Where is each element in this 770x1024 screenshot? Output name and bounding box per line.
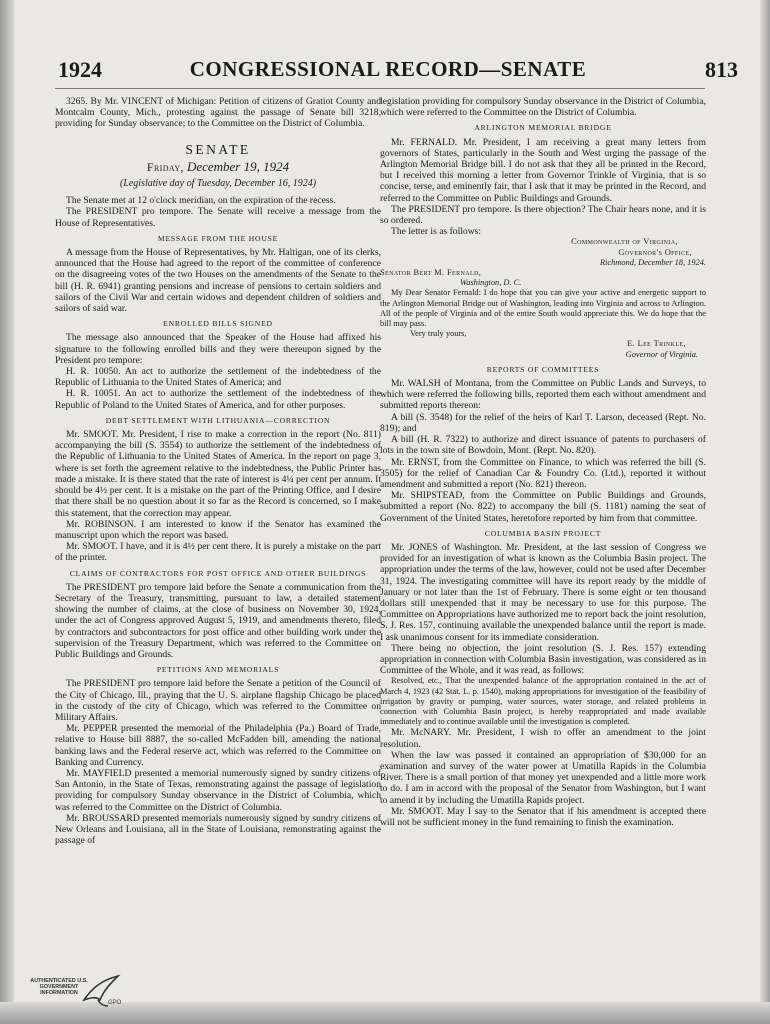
eagle-icon: [78, 970, 122, 1014]
letter-heading-1: Commonwealth of Virginia,: [571, 237, 678, 247]
smoot-correction: Mr. SMOOT. Mr. President, I rise to make a correction in the report (No. 811) accompanying the bill (S. 3554) to authorize the settlement of the indebtedness of the Republic of Lithuania to the United States of America. In the report on page 3, where is set forth the agreement relative to the indebtedness, the Public Printer has made a mistake. It is there stated that the rate of interest is 4¼ per cent per annum. It should be 4½ per cent. It is a mistake on the part of the Printing Office, and I desire that there shall be no question about it so far as the Record is concerned, so I make this statement, that the correction may appear.: [55, 429, 381, 519]
date-italic: December 19, 1924: [186, 158, 290, 174]
letter-date: Richmond, December 18, 1924.: [599, 257, 706, 267]
scan-edge-right: [760, 0, 770, 1024]
right-column: [380, 96, 706, 828]
letter-close: Very truly yours,: [410, 329, 467, 339]
shipstead-report: Mr. SHIPSTEAD, from the Committee on Public Buildings and Grounds, submitted a report (No. 822) to accompany the bill (S. 1181) naming the seat of Government of the United States, heretofore reported by him from that committee.: [380, 490, 706, 524]
gpo-seal-text: AUTHENTICATED U.S. GOVERNMENT INFORMATION: [30, 978, 88, 996]
heading-debt-settlement: DEBT SETTLEMENT WITH LITHUANIA—CORRECTION: [105, 415, 331, 425]
letter-signature-title: Governor of Virginia.: [625, 349, 698, 359]
mcnary-amendment: Mr. McNARY. Mr. President, I wish to offer an amendment to the joint resolution.: [380, 727, 706, 750]
mcnary-explanation: When the law was passed it contained an appropriation of $30,000 for an examination and survey of the water power at Umatilla Rapids in the Columbia River. There is a small portion of that money yet unexpended and a little more work to do. I am in accord with the proposal of the Senator from Washington, but I want to amend it by including the Umatilla Rapids project.: [380, 749, 706, 806]
gpo-label: GPO: [108, 1000, 122, 1006]
heading-enrolled-bills: ENROLLED BILLS SIGNED: [163, 319, 273, 329]
heading-arlington-bridge: ARLINGTON MEMORIAL BRIDGE: [474, 123, 612, 133]
senate-title: SENATE: [185, 141, 251, 157]
smoot-reply: Mr. SMOOT. I have, and it is 4½ per cent there. It is purely a mistake on the part of the printer.: [55, 541, 381, 564]
letter-addressee-city: Washington, D. C.: [460, 278, 522, 288]
pepper-memorial: Mr. PEPPER presented the memorial of the Philadelphia (Pa.) Board of Trade, relative to House bill 8887, the so-called McFadden bill, amending the national banking laws and the Federal reserve act, which was referred to the Committee on Banking and Currency.: [55, 723, 381, 768]
fernald-statement: Mr. FERNALD. Mr. President, I am receiving a great many letters from governors of States, particularly in the South and West urging the passage of the Arlington Memorial Bridge bill. I do not ask that they all be printed in the Record, but I received this morning a letter from Governor Trinkle of Virginia, that is so concise, terse, and eminently fair, that I ask that it may be printed in the Record, and referred to the Committee on Public Buildings and Grounds.: [380, 136, 706, 204]
page-header: [38, 57, 738, 83]
bill-hr7322: A bill (H. R. 7322) to authorize and direct issuance of patents to purchasers of lots in the town site of Bowdoin, Mont. (Rept. No. 820).: [380, 434, 706, 457]
letter-signature-1: E. Lee Trinkle,: [627, 339, 686, 349]
session-date: [55, 158, 381, 174]
claims-communication: The PRESIDENT pro tempore laid before the Senate a communication from the Secretary of the Treasury, transmitting, pursuant to law, a detailed statement showing the number of claims, at the close of business on November 30, 1924, under the act of Congress approved August 5, 1919, and amendments thereto, filed by contractors and subcontractors for post office and other building work under the supervision of the Treasury Department, which was referred to the Committee on Public Buildings and Grounds.: [55, 581, 381, 660]
letter-signature-2: [380, 350, 706, 360]
mayfield-memorial: Mr. MAYFIELD presented a memorial numerously signed by sundry citizens of San Antonio, in the State of Texas, remonstrating against the passage of legislation providing for compulsory Sunday observance in the District of Columbia, which was referred to the Committee on the District of Columbia.: [55, 767, 381, 813]
broussard-memorials: Mr. BROUSSARD presented memorials numerously signed by sundry citizens of New Orleans and Louisiana, all in the State of Louisiana, remonstrating against the passage of: [55, 812, 381, 847]
no-objection: The PRESIDENT pro tempore. Is there objection? The Chair hears none, and it is so ordered.: [380, 203, 706, 227]
enrolled-message: The message also announced that the Speaker of the House had affixed his signature to the following enrolled bills and they were thereupon signed by the President pro tempore:: [55, 332, 381, 366]
letter-body: My Dear Senator Fernald: I do hope that you can give your active and energetic support to the Arlington Memorial Bridge out of Washington, leading into Virginia and across to Arlington. All of the people of Virginia and of the entire South would appreciate this. We do hope that the bill may pass.: [380, 288, 706, 329]
letter-addressee-1: Senator Bert M. Fernald,: [380, 268, 482, 278]
house-message: A message from the House of Representatives, by Mr. Haltigan, one of its clerks, announced that the House had agreed to the report of the committee of conference on the disagreeing votes of the two Houses on the amendments of the Senate to the bill (H. R. 6941) granting pensions and increase of pensions to certain soldiers and sailors of the Civil War and certain widows and dependent children of soldiers and sailors of said war.: [55, 247, 381, 315]
letter-heading-2: Governor's Office,: [618, 247, 692, 257]
bill-s3548: A bill (S. 3548) for the relief of the heirs of Karl T. Larson, deceased (Rept. No. 819); and: [380, 411, 706, 434]
heading-reports: REPORTS OF COMMITTEES: [486, 364, 600, 374]
header-rule: [55, 88, 705, 89]
senate-met: The Senate met at 12 o'clock meridian, on the expiration of the recess.: [66, 195, 336, 207]
robinson-question: Mr. ROBINSON. I am interested to know if the Senator has examined the manuscript upon which the report was based.: [55, 518, 381, 541]
jones-statement: Mr. JONES of Washington. Mr. President, at the last session of Congress we provided for an investigation of what is known as the Columbia Basin project. The appropriation under the terms of the law, however, could not be used after December 31, 1924. The investigating committee will have its report ready by the middle of January or not later than the 1st of February. There is some eight or ten thousand dollars still unexpended that it may be necessary to use for this purpose. The Committee on Appropriations have authorized me to report back the joint resolution, S. J. Res. 157, continuing available the unexpended balance until the report is made. I ask unanimous consent for its immediate consideration.: [380, 541, 706, 643]
chicago-petition: The PRESIDENT pro tempore laid before the Senate a petition of the Council of the City of Chicago, Ill., praying that the U. S. airplane flagship Chicago be placed in the custody of the city of Chicago, which was referred to the Committee on Military Affairs.: [55, 678, 381, 723]
letter-heading-3: [380, 258, 706, 268]
date-prefix: Friday,: [146, 159, 184, 174]
petition-3265: 3265. By Mr. VINCENT of Michigan: Petition of citizens of Gratiot County and Montcalm County, Mich., protesting against the passage of Senate bill 3218, providing for Sunday observance; to the Committee on the District of Columbia.: [55, 96, 381, 130]
letter-addressee-2: [380, 278, 706, 288]
header-title: CONGRESSIONAL RECORD—SENATE: [189, 57, 587, 81]
continued-text: legislation providing for compulsory Sunday observance in the District of Columbia, which were referred to the Committee on the District of Columbia.: [380, 96, 706, 119]
heading-claims-contractors: CLAIMS OF CONTRACTORS FOR POST OFFICE AND OTHER BUILDINGS: [69, 568, 367, 578]
ernst-report: Mr. ERNST, from the Committee on Finance, to which was referred the bill (S. 3505) for the relief of Canadian Car & Foundry Co. (Ltd.), reported it without amendment and submitted a report (No. 821) thereon.: [380, 456, 706, 490]
smoot-remark: Mr. SMOOT. May I say to the Senator that if his amendment is accepted there will not be sufficient money in the fund remaining to finish the examination.: [380, 805, 706, 828]
legislative-day: (Legislative day of Tuesday, December 16, 1924): [119, 178, 317, 190]
resolution-considered: There being no objection, the joint resolution (S. J. Res. 157) extending appropriation in connection with Columbia Basin investigation, was considered as in Committee of the Whole, and it was read, as follows:: [380, 642, 706, 677]
president-receive-message: The PRESIDENT pro tempore. The Senate will receive a message from the House of Representatives.: [55, 206, 381, 229]
heading-columbia-basin: COLUMBIA BASIN PROJECT: [484, 528, 602, 538]
walsh-report: Mr. WALSH of Montana, from the Committee on Public Lands and Surveys, to which were referred the following bills, reported them each without amendment and submitted reports thereon:: [380, 378, 706, 412]
left-column: [55, 96, 381, 846]
heading-message-from-house: MESSAGE FROM THE HOUSE: [157, 233, 279, 243]
resolution-text: Resolved, etc., That the unexpended balance of the appropriation contained in the act of March 4, 1923 (42 Stat. L. p. 1540), making appropriations for investigation of the feasibility of irrigation by gravity or pumping, water sources, water storage, and related problems in connection with Columbia Basin project, is hereby reappropriated and made available immediately and to continue available until the investigation is completed.: [380, 676, 706, 727]
header-year: 1924: [58, 57, 102, 82]
gpo-authentication-seal: [28, 970, 128, 1014]
header-page-number: 813: [705, 57, 738, 82]
bill-hr10051: H. R. 10051. An act to authorize the settlement of the indebtedness of the Republic of Poland to the United States of America, and for other purposes.: [55, 388, 381, 411]
scan-edge-left: [0, 0, 14, 1024]
letter-intro: The letter is as follows:: [391, 226, 482, 238]
heading-petitions: PETITIONS AND MEMORIALS: [156, 665, 280, 675]
bill-hr10050: H. R. 10050. An act to authorize the settlement of the indebtedness of the Republic of Lithuania to the United States of America; and: [55, 366, 381, 389]
